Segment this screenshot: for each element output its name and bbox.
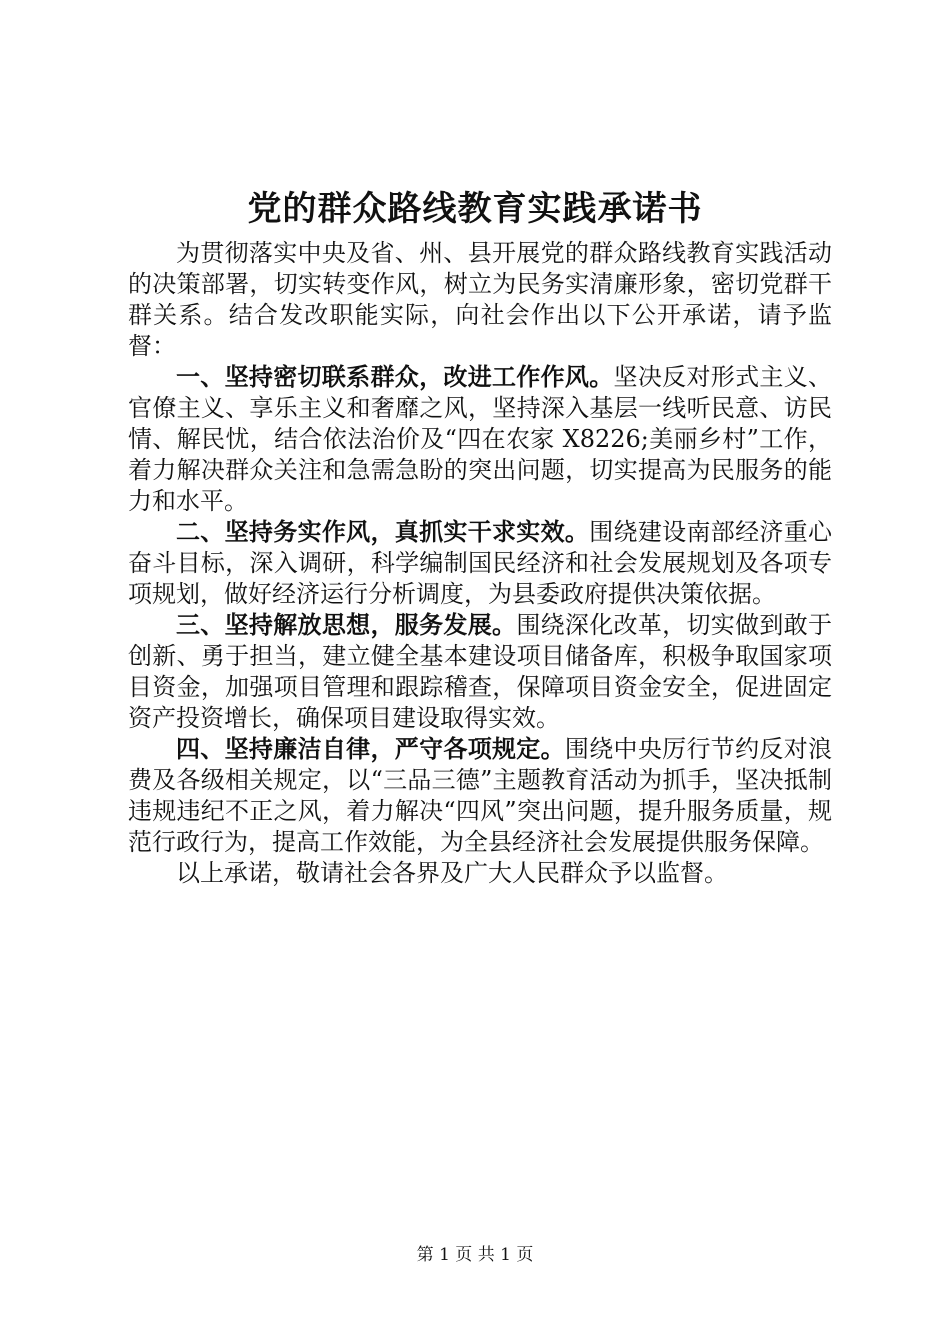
section-paragraph-1 — [128, 362, 832, 517]
section-text: 坚决反对形式主义、官僚主义、享乐主义和奢靡之风，坚持深入基层一线听民意、访民情、解民忧，结合依法治价及“四在农家 X8226;美丽乡村”工作，着力解决群众关注和急需急盼的突出问题，切实提高为民服务的能力和水平。 — [128, 363, 833, 515]
intro-paragraph: 为贯彻落实中央及省、州、县开展党的群众路线教育实践活动的决策部署，切实转变作风，树立为民务实清廉形象，密切党群干群关系。结合发改职能实际，向社会作出以下公开承诺，请予监督： — [128, 239, 832, 360]
document-title: 党的群众路线教育实践承诺书 — [247, 189, 703, 229]
section-text: 围绕深化改革，切实做到敢于创新、勇于担当，建立健全基本建设项目储备库，积极争取国家项目资金，加强项目管理和跟踪稽查，保障项目资金安全，促进固定资产投资增长，确保项目建设取得实效。 — [128, 611, 833, 732]
section-heading: 三、坚持解放思想，服务发展。 — [176, 611, 517, 639]
document-body — [128, 238, 832, 889]
section-paragraph-3 — [128, 610, 832, 734]
section-paragraph-4 — [128, 734, 832, 858]
closing-paragraph: 以上承诺，敬请社会各界及广大人民群众予以监督。 — [176, 859, 728, 887]
section-heading: 二、坚持务实作风，真抓实干求实效。 — [176, 518, 590, 546]
section-text: 围绕建设南部经济重心奋斗目标，深入调研，科学编制国民经济和社会发展规划及各项专项规划，做好经济运行分析调度，为县委政府提供决策依据。 — [128, 518, 833, 608]
page-footer: 第 1 页 共 1 页 — [416, 1245, 534, 1265]
section-heading: 一、坚持密切联系群众，改进工作作风。 — [176, 363, 614, 391]
section-paragraph-2 — [128, 517, 832, 610]
section-text: 围绕中央厉行节约反对浪费及各级相关规定，以“三品三德”主题教育活动为抓手，坚决抵制违规违纪不正之风，着力解决“四风”突出问题，提升服务质量，规范行政行为，提高工作效能，为全县经济社会发展提供服务保障。 — [128, 735, 832, 856]
section-heading: 四、坚持廉洁自律，严守各项规定。 — [176, 735, 565, 763]
